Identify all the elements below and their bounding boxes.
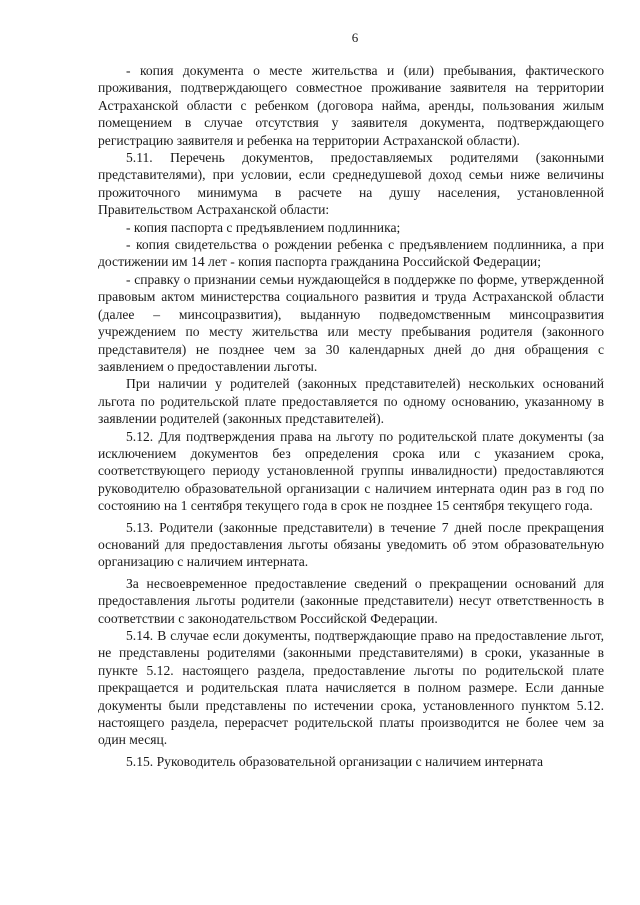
paragraph-5-11: 5.11. Перечень документов, предоставляемых родителями (законными представителями), при условии, если среднедушевой доход семьи ниже величины прожиточного минимума в расчете на душу населения, установленной Правительством Астраханской области: (98, 150, 604, 218)
paragraph-5-13: 5.13. Родители (законные представители) в течение 7 дней после прекращения оснований для предоставления льготы обязаны уведомить об этом образовательную организацию с наличием интерната. (98, 519, 604, 570)
paragraph-multiple-grounds: При наличии у родителей (законных представителей) нескольких оснований льгота по родительской плате предоставляется по одному основанию, указанному в заявлении родителей (законных представителей). (98, 376, 604, 427)
paragraph-responsibility: За несвоевременное предоставление сведений о прекращении оснований для предоставления льготы родители (законные представители) несут ответственность в соответствии с законодательством Российской Федерации. (98, 575, 604, 626)
paragraph-5-14: 5.14. В случае если документы, подтверждающие право на предоставление льгот, не представлены родителями (законными представителями) в сроки, указанные в пункте 5.12. настоящего раздела, предоставление льготы по родительской плате прекращается и родительская плата начисляется в полном размере. Если данные документы были представлены по истечении срока, установленного пунктом 5.12. настоящего раздела, перерасчет родительской платы производится не более чем за один месяц. (98, 628, 604, 748)
paragraph-passport-copy: - копия паспорта с предъявлением подлинника; (126, 219, 401, 235)
paragraph-5-12: 5.12. Для подтверждения права на льготу по родительской плате документы (за исключением документов без определения срока или с указанием срока, соответствующего периоду установленной группы инвалидности) предоставляются руководителю образовательной организации с наличием интерната один раз в год по состоянию на 1 сентября текущего года в срок не позднее 15 сентября текущего года. (98, 428, 604, 514)
page-number: 6 (351, 30, 359, 45)
document-body (98, 62, 604, 770)
paragraph-5-15: 5.15. Руководитель образовательной организации с наличием интерната (126, 753, 544, 769)
paragraph-residence-document: - копия документа о месте жительства и (или) пребывания, фактического проживания, подтверждающего совместное проживание заявителя на территории Астраханской области с ребенком (договора найма, аренды, пользования жилым помещением в случае отсутствия у заявителя документа, подтверждающего регистрацию заявителя и ребенка на территории Астраханской области). (98, 63, 604, 148)
paragraph-birth-certificate: - копия свидетельства о рождении ребенка с предъявлением подлинника, а при достижении им 14 лет - копия паспорта гражданина Российской Федерации; (98, 237, 604, 270)
paragraph-need-certificate: - справку о признании семьи нуждающейся в поддержке по форме, утвержденной правовым актом министерства социального развития и труда Астраханской области (далее – минсоцразвития), выданную подведомственным минсоцразвития учреждением по месту жительства или месту пребывания родителя (законного представителя) не позднее чем за 30 календарных дней до дня обращения с заявлением о предоставлении льготы. (98, 271, 604, 374)
